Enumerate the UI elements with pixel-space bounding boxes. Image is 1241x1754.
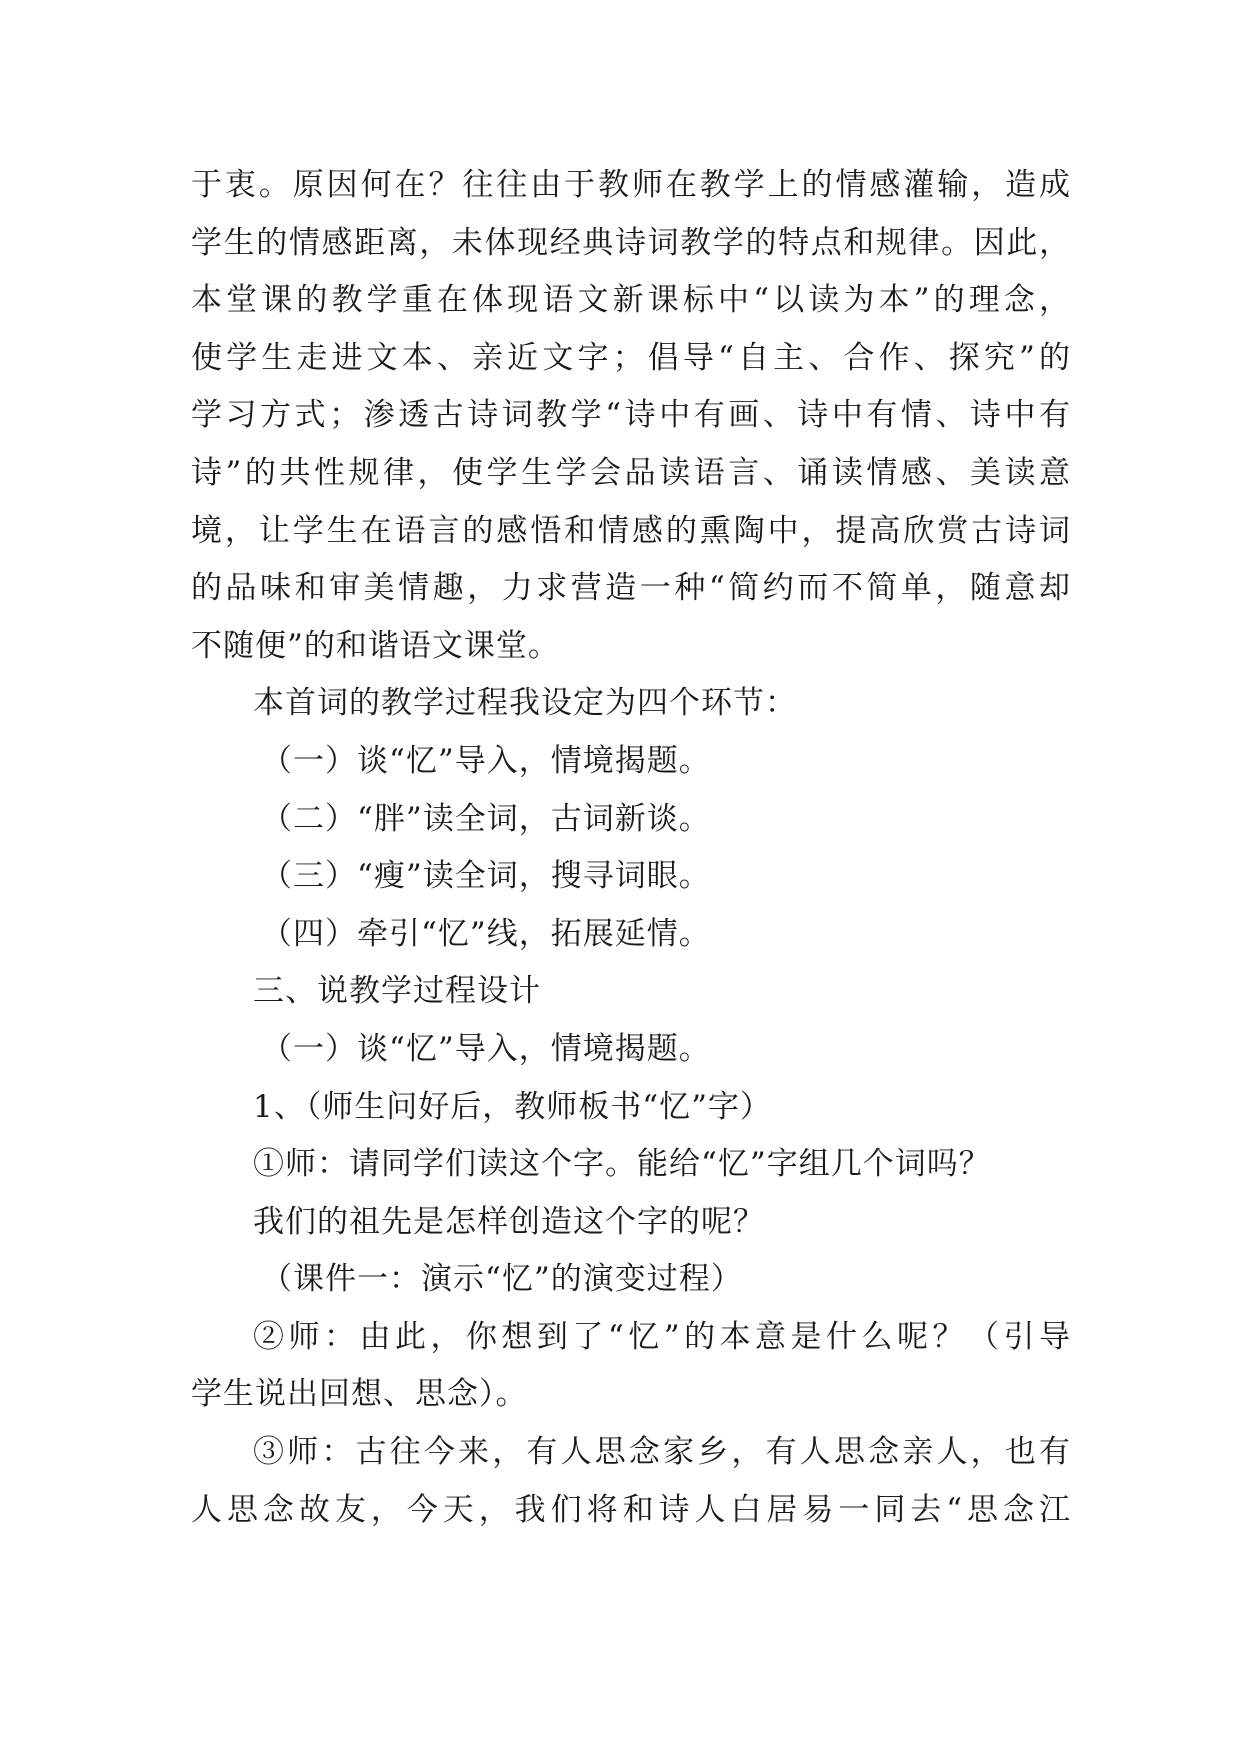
paragraph-line: 不随便”的和谐语文课堂。 (191, 627, 560, 664)
list-item: （四）牵引“忆”线，拓展延情。 (261, 915, 711, 952)
list-item: （三）“瘦”读全词，搜寻词眼。 (261, 858, 711, 895)
subsection-heading: （一）谈“忆”导入，情境揭题。 (261, 1030, 711, 1067)
paragraph-line: 学生的情感距离，未体现经典诗词教学的特点和规律。因此， (191, 224, 1071, 261)
paragraph-line: 本堂课的教学重在体现语文新课标中“以读为本”的理念， (191, 282, 1071, 319)
paragraph-line: 我们的祖先是怎样创造这个字的呢？ (253, 1203, 765, 1240)
paragraph-line: 学生说出回想、思念）。 (191, 1376, 528, 1413)
list-item: （一）谈“忆”导入，情境揭题。 (261, 742, 711, 779)
paragraph-line: 的品味和审美情趣，力求营造一种“简约而不简单，随意却 (191, 570, 1071, 607)
paragraph-line: ②师：由此，你想到了“忆”的本意是什么呢？（引导 (253, 1318, 1071, 1355)
paragraph-line: 于衷。原因何在？往往由于教师在教学上的情感灌输，造成 (191, 167, 1071, 203)
paragraph-line: 学习方式；渗透古诗词教学“诗中有画、诗中有情、诗中有 (191, 397, 1071, 434)
paragraph-line: （课件一：演示“忆”的演变过程） (261, 1261, 743, 1298)
section-intro: 本首词的教学过程我设定为四个环节： (253, 685, 797, 722)
list-item: （二）“胖”读全词，古词新谈。 (261, 800, 711, 837)
document-body (191, 157, 1071, 1539)
section-heading: 三、说教学过程设计 (253, 973, 541, 1010)
paragraph-line: 人思念故友，今天，我们将和诗人白居易一同去“思念江 (191, 1491, 1071, 1528)
paragraph-line: ①师：请同学们读这个字。能给“忆”字组几个词吗？ (253, 1146, 991, 1183)
paragraph-line: ③师：古往今来，有人思念家乡，有人思念亲人，也有 (253, 1434, 1071, 1471)
paragraph-line: 诗”的共性规律，使学生学会品读语言、诵读情感、美读意 (191, 454, 1071, 491)
paragraph-line: 1、（师生问好后，教师板书“忆”字） (253, 1088, 772, 1125)
paragraph-line: 使学生走进文本、亲近文字；倡导“自主、合作、探究”的 (191, 339, 1071, 376)
paragraph-line: 境，让学生在语言的感悟和情感的熏陶中，提高欣赏古诗词 (191, 512, 1071, 549)
